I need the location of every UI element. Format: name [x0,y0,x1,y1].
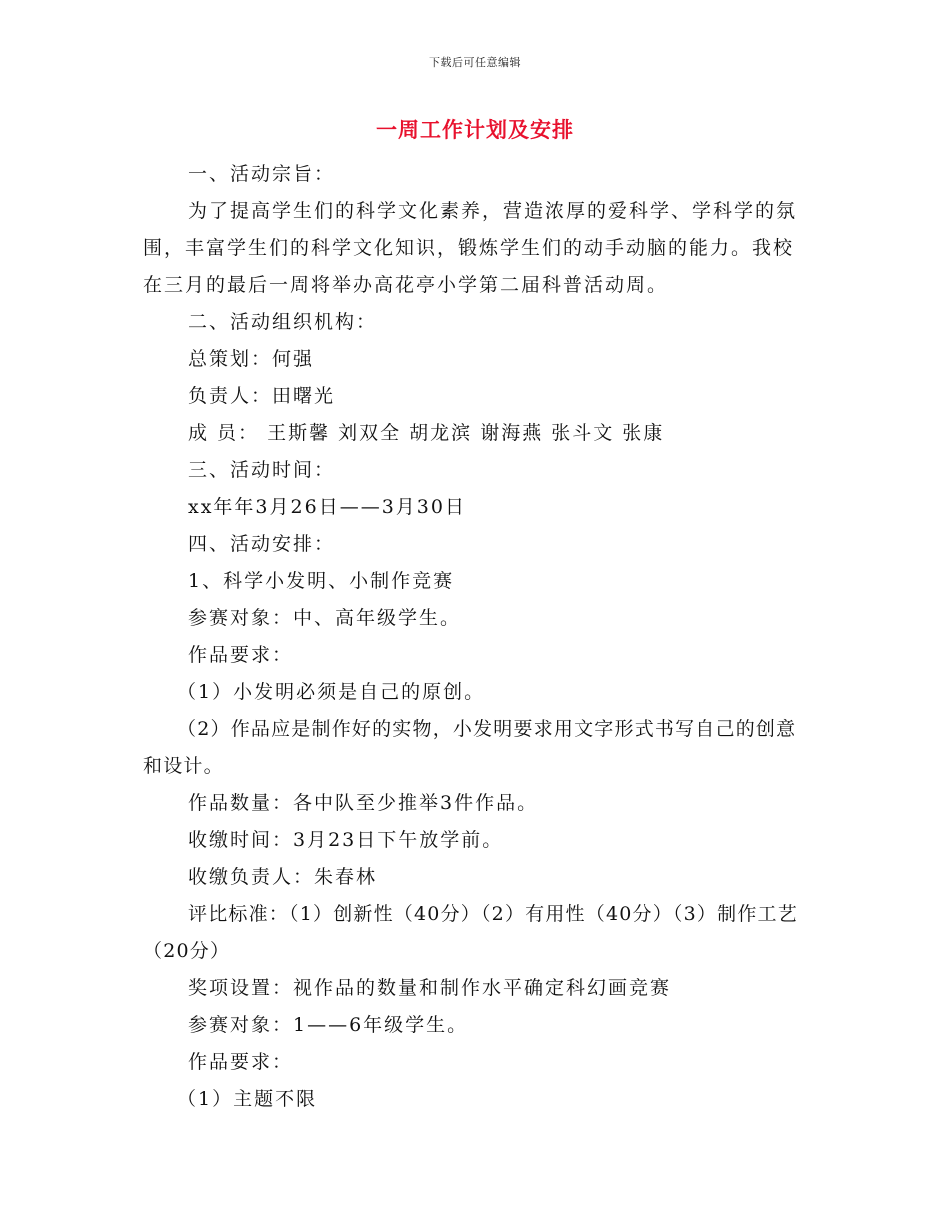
participants-line: 参赛对象：中、高年级学生。 [188,607,462,629]
person-in-charge-line: 负责人：田曙光 [188,385,336,407]
section-heading-arrangement: 四、活动安排： [188,533,336,555]
requirement-item-1: （1）小发明必须是自己的原创。 [177,681,486,703]
quantity-line: 作品数量：各中队至少推举3件作品。 [188,792,539,814]
judging-criteria-line: 评比标准：（1）创新性（40分）（2）有用性（40分）（3）制作工艺（20分） [143,903,798,962]
section-heading-organization: 二、活动组织机构： [188,311,378,333]
section-heading-purpose: 一、活动宗旨： [188,163,336,185]
members-line: 成 员： 王斯馨 刘双全 胡龙滨 谢海燕 张斗文 张康 [188,422,665,444]
requirement-item-theme: （1）主题不限 [177,1088,318,1110]
requirement-item-2: （2）作品应是制作好的实物，小发明要求用文字形式书写自己的创意和设计。 [143,718,797,777]
document-body [143,156,808,1118]
requirements-heading: 作品要求： [188,644,294,666]
document-title: 一周工作计划及安排 [376,117,574,142]
competition-title-line: 1、科学小发明、小制作竞赛 [188,570,455,592]
purpose-paragraph: 为了提高学生们的科学文化素养，营造浓厚的爱科学、学科学的氛围，丰富学生们的科学文化知识，锻炼学生们的动手动脑的能力。我校在三月的最后一周将举办高花亭小学第二届科普活动周。 [143,200,798,296]
collection-time-line: 收缴时间：3月23日下午放学前。 [188,829,504,851]
requirements-heading-2: 作品要求： [188,1051,294,1073]
header-note: 下载后可任意编辑 [429,56,521,69]
activity-dates-line: xx年年3月26日——3月30日 [188,496,466,518]
chief-planner-line: 总策划：何强 [188,348,315,370]
participants-line-2: 参赛对象：1——6年级学生。 [188,1014,469,1036]
section-heading-time: 三、活动时间： [188,459,336,481]
awards-line: 奖项设置：视作品的数量和制作水平确定科幻画竞赛 [188,977,672,999]
collection-manager-line: 收缴负责人：朱春林 [188,866,378,888]
